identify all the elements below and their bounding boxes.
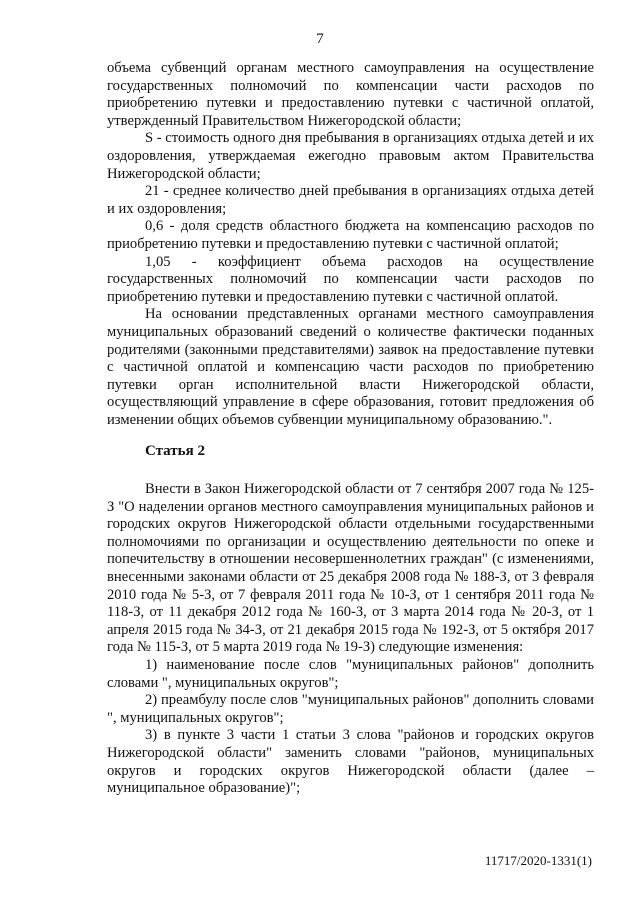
page-number: 7 [316, 31, 324, 47]
paragraph-105-definition: 1,05 - коэффициент объема расходов на осуществление государственных полномочий по компенсации части расходов по приобретению путевки и предоставлению путевки с частичной оплатой. [107, 253, 594, 305]
list-item: 1) наименование после слов "муниципальных районов" дополнить словами ", муниципальных округов"; [107, 657, 594, 691]
paragraph-21-definition: 21 - среднее количество дней пребывания в организациях отдыха детей и их оздоровления; [107, 183, 594, 217]
paragraph-06-definition: 0,6 - доля средств областного бюджета на компенсацию расходов по приобретению путевки и предоставлению путевки с частичной оплатой; [107, 218, 594, 252]
document-code: 11717/2020-1331(1) [484, 853, 592, 868]
paragraph-continuation: объема субвенций органам местного самоуправления на осуществление государственных полномочий по компенсации части расходов по приобретению путевки и предоставлению путевки с частичной оплатой, утвержденный Правительством Нижегородской области; [107, 60, 594, 129]
paragraph-amendment-intro: Внести в Закон Нижегородской области от 7 сентября 2007 года № 125-З "О наделении органов местного самоуправления муниципальных районов и городских округов Нижегородской области отдельными государственными полномочиями по организации и осуществлению деятельности по опеке и попечительству в отношении несовершеннолетних граждан" (с изменениями, внесенными законами области от 25 декабря 2008 года № 188-З, от 3 февраля 2010 года № 5-З, от 7 февраля 2011 года № 10-З, от 1 сентября 2011 года № 118-З, от 11 декабря 2012 года № 160-З, от 3 марта 2014 года № 20-З, от 1 апреля 2015 года № 34-З, от 21 декабря 2015 года № 192-З, от 5 октября 2017 года № 115-З, от 5 марта 2019 года № 19-З) следующие изменения: [107, 481, 594, 656]
article-heading: Статья 2 [145, 443, 205, 460]
paragraph-s-definition: S - стоимость одного дня пребывания в организациях отдыха детей и их оздоровления, утверждаемая ежегодно правовым актом Правительства Нижегородской области; [107, 130, 594, 182]
list-item: 2) преамбулу после слов "муниципальных районов" дополнить словами ", муниципальных округов"; [107, 692, 594, 726]
paragraph-proposals: На основании представленных органами местного самоуправления муниципальных образований сведений о количестве фактически поданных родителями (законными представителями) заявок на предоставление путевки с частичной оплатой и компенсацию части расходов по приобретению путевки орган исполнительной власти Нижегородской области, осуществляющий управление в сфере образования, готовит предложения об изменении общих объемов субвенции муниципальному образованию.". [107, 306, 594, 428]
document-body [107, 60, 594, 798]
list-item: 3) в пункте 3 части 1 статьи 3 слова "районов и городских округов Нижегородской области" заменить словами "районов, муниципальных округов и городских округов Нижегородской области (далее – муниципальное образование)"; [107, 727, 594, 797]
